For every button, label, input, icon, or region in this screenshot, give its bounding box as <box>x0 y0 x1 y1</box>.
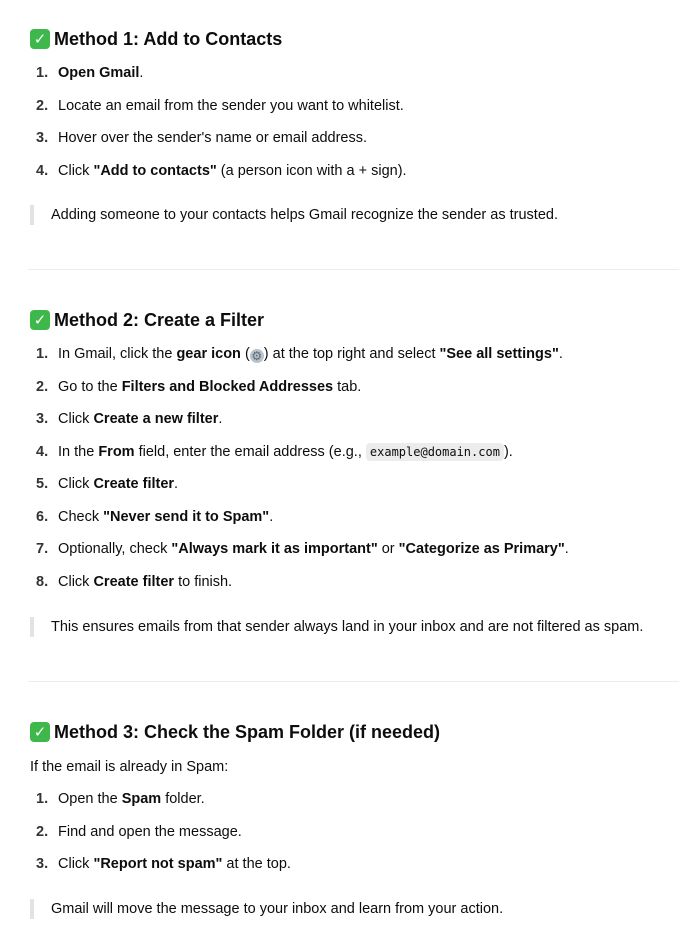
method-3-steps <box>30 789 679 874</box>
method-2-section <box>30 309 679 331</box>
list-item: 2. Find and open the message. <box>36 823 242 840</box>
method-1-steps <box>30 63 679 181</box>
list-item: 2. Locate an email from the sender you want to whitelist. <box>36 97 404 114</box>
list-item: 3. Click Create a new filter. <box>36 411 223 427</box>
list-item: 3. Hover over the sender's name or email address. <box>36 130 368 146</box>
method-3-section <box>30 721 679 743</box>
method-2-heading <box>30 309 679 331</box>
list-item: 6. Check "Never send it to Spam". <box>36 508 274 525</box>
method-2-steps <box>30 344 679 592</box>
divider <box>28 681 679 682</box>
white-check-mark-icon: ✓ <box>30 310 50 330</box>
method-1-title: Method 1: Add to Contacts <box>54 29 283 49</box>
list-item: 4. In the From field, enter the email address (e.g., example@domain.com ). <box>36 443 513 460</box>
method-1-section <box>30 28 679 50</box>
method-1-heading <box>30 28 679 50</box>
list-item: 7. Optionally, check "Always mark it as important" or "Categorize as Primary". <box>36 541 569 557</box>
method-3-title: Method 3: Check the Spam Folder (if needed) <box>54 722 441 742</box>
divider <box>28 269 679 270</box>
list-item: 4. Click "Add to contacts" (a person icon with a + sign). <box>36 162 407 179</box>
method-2-note: This ensures emails from that sender always land in your inbox and are not filtered as spam. <box>30 617 643 637</box>
white-check-mark-icon: ✓ <box>30 722 50 742</box>
method-3-heading <box>30 721 679 743</box>
list-item: 1. Open the Spam folder. <box>36 791 205 807</box>
list-item: 5. Click Create filter. <box>36 476 179 492</box>
list-item: 8. Click Create filter to finish. <box>36 573 233 590</box>
list-item: 1. Open Gmail. <box>36 65 144 81</box>
list-item: 3. Click "Report not spam" at the top. <box>36 856 291 872</box>
method-1-note: Adding someone to your contacts helps Gmail recognize the sender as trusted. <box>30 205 558 225</box>
method-3-note: Gmail will move the message to your inbox and learn from your action. <box>30 899 503 919</box>
inline-code: example@domain.com <box>366 443 504 461</box>
method-2-title: Method 2: Create a Filter <box>54 310 265 330</box>
list-item: 1. In Gmail, click the gear icon ( ⚙ ) at the top right and select "See all settings". <box>36 346 563 363</box>
gear-icon: ⚙ <box>251 349 263 363</box>
bold-text: Open Gmail <box>58 65 140 81</box>
list-item: 2. Go to the Filters and Blocked Addresses tab. <box>36 378 362 395</box>
white-check-mark-icon: ✓ <box>30 29 50 49</box>
method-3-intro: If the email is already in Spam: <box>30 759 229 775</box>
